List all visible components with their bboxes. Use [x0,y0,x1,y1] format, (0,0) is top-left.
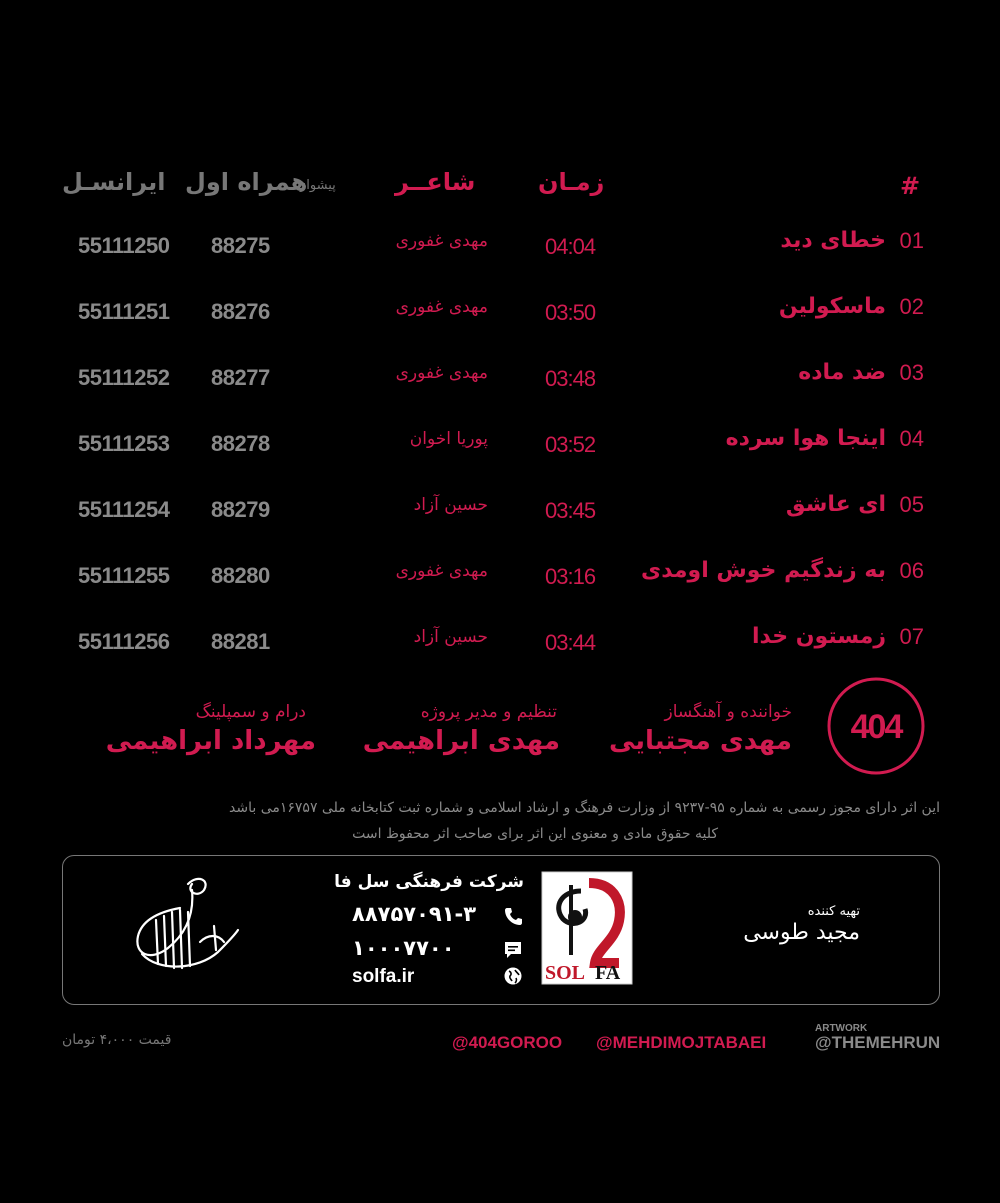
track-time: 03:48 [545,366,596,391]
track-mci-code: 88278 [211,431,270,456]
header-time: زمـان [538,168,605,196]
track-irancell-code: 55111253 [78,431,170,456]
credit-role-2: تنظیم و مدیر پروژه [420,702,557,722]
track-time: 04:04 [545,234,596,259]
social-handle-artwork[interactable]: @THEMEHRUN [815,1033,941,1052]
track-title: خطای دید [780,228,886,253]
track-mci-code: 88280 [211,563,270,588]
track-number: 01 [899,228,924,253]
header-mci-prefix: پیشواز [300,178,336,193]
track-poet: مهدی غفوری [395,363,488,383]
header-index: # [900,172,921,200]
company-sms: ۱۰۰۰۷۷۰۰ [352,936,455,960]
track-title: ماسکولین [778,294,886,319]
producer-name: مجید طوسی [743,920,860,945]
license-notice-line2: کلیه حقوق مادی و معنوی این اثر برای صاحب اثر محفوظ است [352,826,718,842]
track-poet: حسین آزاد [413,627,488,647]
credit-name-3: مهرداد ابراهیمی [105,726,316,756]
track-title: اینجا هوا سرده [725,426,886,451]
track-mci-code: 88279 [211,497,270,522]
credit-name-1: مهدی مجتبایی [608,726,792,756]
track-irancell-code: 55111254 [78,497,170,522]
price-label: قیمت ۴،۰۰۰ تومان [62,1032,172,1048]
company-phone: ۸۸۷۵۷۰۹۱-۳ [352,902,477,926]
track-title: ای عاشق [785,492,886,517]
track-time: 03:44 [545,630,596,655]
track-number: 03 [899,360,924,385]
track-number: 02 [899,294,924,319]
track-time: 03:50 [545,300,596,325]
track-time: 03:52 [545,432,596,457]
artwork-label: ARTWORK [815,1023,868,1034]
producer-label: تهیه کننده [807,904,860,919]
track-irancell-code: 55111256 [78,629,170,654]
company-website[interactable]: solfa.ir [352,966,415,987]
license-notice-line1: این اثر دارای مجوز رسمی به شماره ۹۵-۹۲۳۷ از وزارت فرهنگ و ارشاد اسلامی و شماره ثبت کتابخانه ملی ۱۶۷۵۷می باشد [229,800,940,816]
track-mci-code: 88281 [211,629,270,654]
track-title: ضد ماده [798,360,886,385]
track-mci-code: 88277 [211,365,270,390]
track-poet: مهدی غفوری [395,231,488,251]
phone-icon [503,906,523,926]
track-poet: پوریا اخوان [409,429,488,449]
header-mci: همراه اول [185,168,308,196]
band-logo-text: 404 [850,708,902,746]
track-poet: حسین آزاد [413,495,488,515]
track-mci-code: 88276 [211,299,270,324]
track-irancell-code: 55111255 [78,563,170,588]
track-title: زمستون خدا [752,624,886,649]
track-number: 07 [899,624,924,649]
solfa-logo-text-left: SOL [545,962,586,984]
solfa-logo-text-right: FA [595,962,621,984]
track-number: 05 [899,492,924,517]
globe-icon [503,966,523,986]
company-name: شرکت فرهنگی سل فا [334,872,524,892]
track-irancell-code: 55111250 [78,233,170,258]
credit-role-1: خواننده و آهنگساز [664,702,792,722]
track-time: 03:16 [545,564,596,589]
track-poet: مهدی غفوری [395,297,488,317]
band-logo [826,676,926,776]
message-icon [503,940,523,960]
header-poet: شاعــر [395,168,476,196]
track-number: 06 [899,558,924,583]
track-title: به زندگیم خوش اومدی [641,558,886,583]
header-irancell: ایرانسـل [62,168,166,196]
track-time: 03:45 [545,498,596,523]
social-handle-band[interactable]: @404GOROO [452,1033,563,1052]
solfa-logo [541,871,633,985]
track-poet: مهدی غفوری [395,561,488,581]
calligraphy-logo [128,872,240,984]
track-irancell-code: 55111252 [78,365,170,390]
social-handle-singer[interactable]: @MEHDIMOJTABAEI [596,1033,767,1052]
credit-name-2: مهدی ابراهیمی [362,726,560,756]
credit-role-3: درام و سمپلینگ [195,702,306,722]
track-number: 04 [899,426,924,451]
track-irancell-code: 55111251 [78,299,170,324]
track-mci-code: 88275 [211,233,270,258]
